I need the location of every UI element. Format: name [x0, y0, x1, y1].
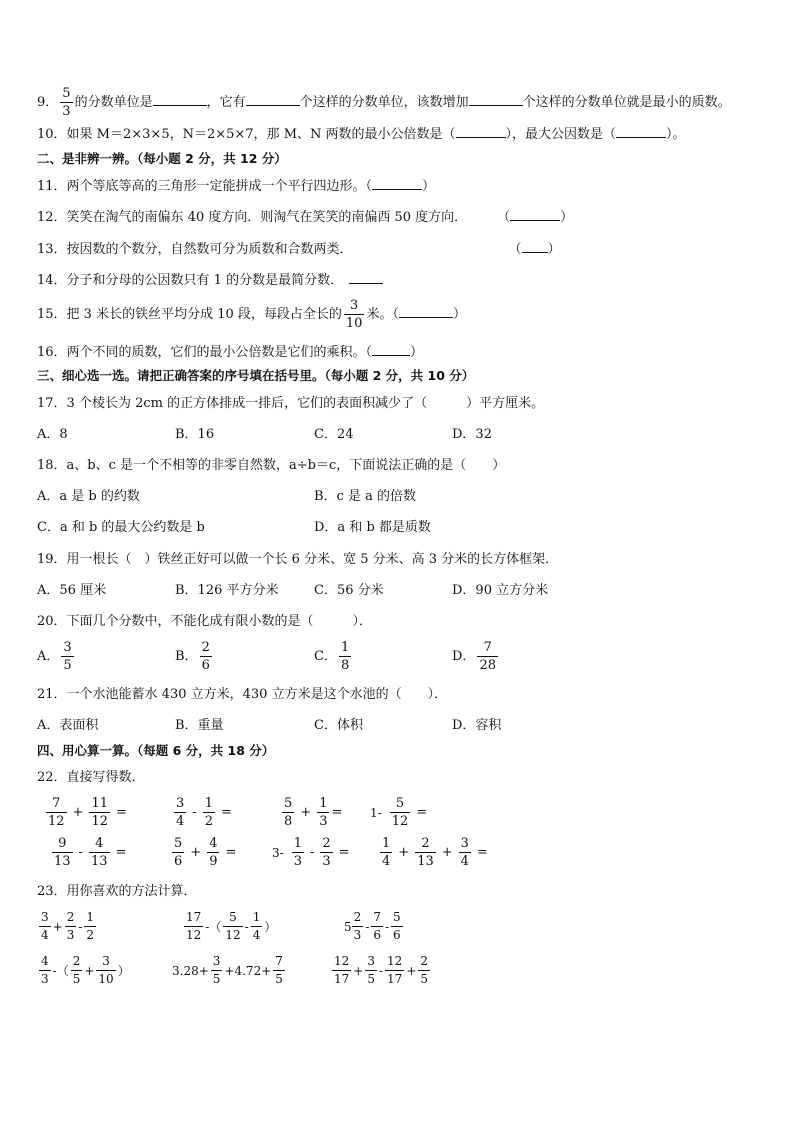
answer-blank[interactable] — [153, 92, 207, 106]
question-15: 15．把 3 米长的铁丝平均分成 10 段，每段占全长的 $\frac{3}{10}$ 米。（ ） — [37, 298, 466, 331]
answer-blank[interactable] — [510, 207, 560, 221]
option-b[interactable]: B． $\frac{2}{6}$ — [175, 640, 210, 673]
calc-item: $\frac{17}{12}$ - （ $\frac{5}{12}$ - $\frac{1}{4}$ ） — [186, 910, 277, 942]
calc-item: $\frac{1}{4}$ + $\frac{2}{13}$ + $\frac{3}{4}$ = — [382, 836, 488, 869]
calc-item: $\frac{5}{6}$ + $\frac{4}{9}$ = — [174, 836, 237, 869]
calc-item: $\frac{5}{8}$ + $\frac{1}{3}$ = — [284, 796, 343, 829]
option-d[interactable]: D．90 立方分米 — [452, 583, 549, 598]
answer-blank[interactable] — [349, 270, 383, 284]
answer-blank[interactable] — [469, 92, 523, 106]
question-21: 21．一个水池能蓄水 430 立方米，430 立方米是这个水池的（ ）． — [37, 687, 448, 702]
question-13: 13．按因数的个数分，自然数可分为质数和合数两类． （ ） — [37, 239, 561, 259]
calc-item: 3.28 + $\frac{3}{5}$ + 4.72 + $\frac{7}{5}$ — [172, 954, 283, 986]
fraction: $\frac{7}{28}$ — [479, 640, 496, 673]
fraction: $\frac{2}{6}$ — [201, 640, 210, 673]
option-a[interactable]: A．56 厘米 — [37, 583, 107, 598]
answer-blank[interactable] — [616, 124, 666, 138]
question-12: 12．笑笑在淘气的南偏东 40 度方向．则淘气在笑笑的南偏西 50 度方向． （ ） — [37, 207, 573, 227]
option-c[interactable]: C．24 — [314, 427, 354, 442]
section-4-heading: 四、用心算一算。（每题 6 分，共 18 分） — [37, 743, 275, 758]
question-17: 17．3 个棱长为 2cm 的正方体排成一排后，它们的表面积减少了（ ）平方厘米。 — [37, 396, 545, 411]
option-b[interactable]: B．c 是 a 的倍数 — [314, 489, 416, 504]
section-2-heading: 二、是非辨一辨。（每小题 2 分，共 12 分） — [37, 151, 287, 166]
option-d[interactable]: D． $\frac{7}{28}$ — [452, 640, 496, 673]
answer-blank[interactable] — [456, 124, 506, 138]
option-c[interactable]: C．a 和 b 的最大公约数是 b — [37, 520, 205, 535]
fraction: $\frac{3}{10}$ — [345, 298, 363, 331]
question-number: 9． — [37, 95, 59, 110]
option-c[interactable]: C．56 分米 — [314, 583, 384, 598]
option-b[interactable]: B．重量 — [175, 718, 224, 733]
fraction: $\frac{1}{8}$ — [340, 640, 350, 673]
answer-blank[interactable] — [399, 304, 453, 318]
option-d[interactable]: D．32 — [452, 427, 492, 442]
calc-item: $\frac{4}{3}$ - （ $\frac{2}{5}$ + $\frac{3}{10}$ ） — [41, 954, 130, 986]
fraction: $\frac{5}{3}$ — [62, 86, 71, 119]
option-a[interactable]: A．表面积 — [37, 718, 99, 733]
question-20: 20．下面几个分数中，不能化成有限小数的是（ ）． — [37, 614, 373, 629]
option-a[interactable]: A． $\frac{3}{5}$ — [37, 640, 72, 673]
question-9: 9． $\frac{5}{3}$ 的分数单位是 ，它有 个这样的分数单位，该数增加 个这样的分数单位就是最小的质数。 — [37, 86, 731, 119]
answer-blank[interactable] — [372, 342, 410, 356]
question-10: 10．如果 M＝2×3×5，N＝2×5×7，那 M、N 两数的最小公倍数是（ ），最大公因数是（ ）。 — [37, 124, 686, 144]
calc-item: 5 $\frac{2}{3}$ - $\frac{7}{6}$ - $\frac{5}{6}$ — [344, 910, 401, 942]
calc-item: $\frac{12}{17}$ + $\frac{3}{5}$ - $\frac{12}{17}$ + $\frac{2}{5}$ — [334, 954, 429, 986]
answer-blank[interactable] — [372, 176, 422, 190]
calc-item: 3- $\frac{1}{3}$ - $\frac{2}{3}$ = — [272, 836, 350, 869]
option-c[interactable]: C． $\frac{1}{8}$ — [314, 640, 350, 673]
option-c[interactable]: C．体积 — [314, 718, 363, 733]
option-b[interactable]: B．126 平方分米 — [175, 583, 279, 598]
answer-blank[interactable] — [246, 92, 300, 106]
question-19: 19．用一根长（ ）铁丝正好可以做一个长 6 分米、宽 5 分米、高 3 分米的长方体框架． — [37, 552, 559, 567]
calc-item: $\frac{9}{13}$ - $\frac{4}{13}$ = — [54, 836, 127, 869]
option-b[interactable]: B．16 — [175, 427, 215, 442]
question-18: 18．a、b、c 是一个不相等的非零自然数，a÷b＝c，下面说法正确的是（ ） — [37, 458, 506, 473]
option-d[interactable]: D．a 和 b 都是质数 — [314, 520, 431, 535]
calc-item: 1- $\frac{5}{12}$ = — [370, 796, 428, 829]
answer-blank[interactable] — [522, 239, 548, 253]
option-d[interactable]: D．容积 — [452, 718, 502, 733]
section-3-heading: 三、细心选一选。请把正确答案的序号填在括号里。（每小题 2 分，共 10 分） — [37, 368, 475, 383]
option-a[interactable]: A．8 — [37, 427, 68, 442]
question-16: 16．两个不同的质数，它们的最小公倍数是它们的乘积。（ ） — [37, 342, 423, 362]
question-11: 11．两个等底等高的三角形一定能拼成一个平行四边形。（ ） — [37, 176, 435, 196]
question-23: 23．用你喜欢的方法计算． — [37, 884, 197, 899]
question-14: 14．分子和分母的公因数只有 1 的分数是最简分数． — [37, 270, 383, 290]
option-a[interactable]: A．a 是 b 的约数 — [37, 489, 140, 504]
question-22: 22．直接写得数． — [37, 770, 145, 785]
calc-item: $\frac{3}{4}$ + $\frac{2}{3}$ - $\frac{1}{2}$ — [41, 910, 95, 942]
fraction: $\frac{3}{5}$ — [63, 640, 72, 673]
calc-item: $\frac{7}{12}$ + $\frac{11}{12}$ = — [48, 796, 127, 829]
calc-item: $\frac{3}{4}$ - $\frac{1}{2}$ = — [176, 796, 232, 829]
